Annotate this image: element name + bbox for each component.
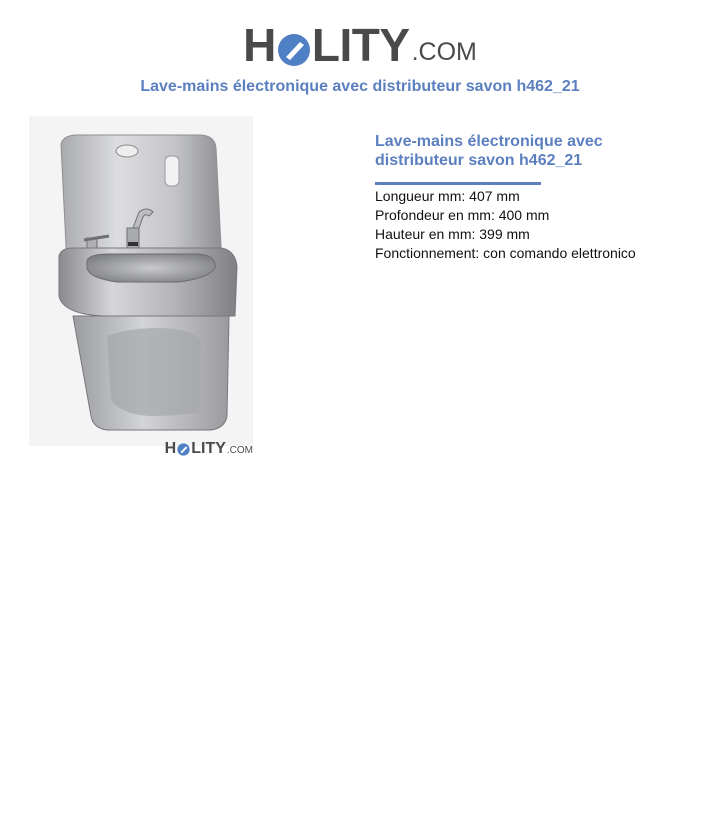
- product-image[interactable]: [29, 116, 253, 462]
- product-details: [375, 132, 695, 263]
- watermark-suffix: .COM: [226, 445, 253, 456]
- logo-suffix: .COM: [411, 38, 477, 66]
- watermark-o-icon: [177, 443, 190, 456]
- sink-illustration: [29, 116, 253, 462]
- page-title: Lave-mains électronique avec distributeur savon h462_21: [140, 78, 580, 95]
- watermark-letter-h: H: [164, 440, 177, 457]
- spec-height: Hauteur en mm: 399 mm: [375, 226, 530, 242]
- title-divider: [375, 182, 541, 185]
- watermark-letters-lity: LITY: [191, 440, 226, 457]
- spec-depth: Profondeur en mm: 400 mm: [375, 207, 550, 223]
- product-title: Lave-mains électronique avec distributeur savon h462_21: [375, 133, 603, 169]
- logo-o-icon: [277, 28, 311, 62]
- spec-length: Longueur mm: 407 mm: [375, 188, 520, 204]
- image-watermark-logo: [165, 441, 253, 457]
- site-logo[interactable]: [0, 12, 720, 71]
- logo-letters-lity: LITY: [311, 19, 410, 71]
- logo-wordmark: [243, 19, 410, 71]
- spec-operation: Fonctionnement: con comando elettronico: [375, 245, 636, 261]
- logo-letter-h: H: [243, 19, 276, 71]
